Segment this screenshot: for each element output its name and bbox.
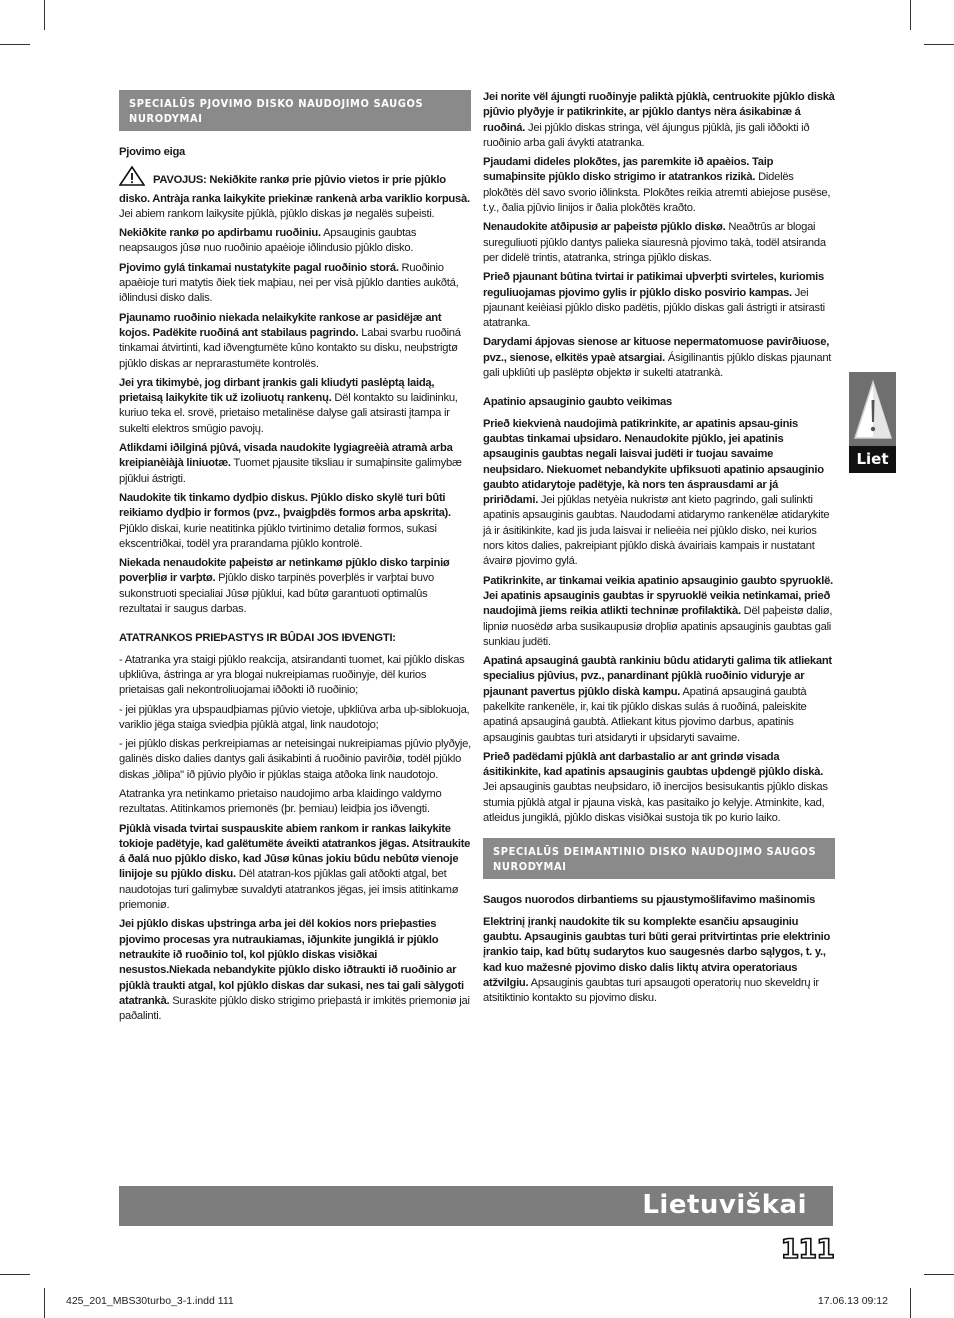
crop-mark — [924, 1274, 954, 1275]
paragraph: - jei pjûklo diskas perkreipiamas ar neteisingai nukreipiamas pjûvio plyðyje, galinës disko dalies dantys gali ásikabinti á ruoðinio pavirðiø, todël pjûklo diskas „iðlipa" ið pjûvio plyðio ir pjûklas staiga atðoka link naudotojo. — [119, 738, 471, 781]
paragraph: Jei norite vël ájungti ruoðinyje paliktà pjûklà, centruokite pjûklo diskà pjûvio plyðyje ir patikrinkite, ar pjûklo dantys nëra ásikabinæ á ruoðiná. Jei pjûklo diskas stringa, vël ájungus pjûklà, jis gali iððokti ið ruoðinio arba gali ávykti atatranka. — [483, 91, 835, 149]
crop-mark — [44, 0, 45, 30]
warning-exclamation-icon — [849, 372, 896, 446]
paragraph: Patikrinkite, ar tinkamai veikia apatinio apsauginio gaubto spyruoklë. Jei apatinis apsauginis gaubtas ir spyruoklë veikia netinkamai, prieð naudojimà jiems reikia atlikti techninæ profilaktikà. Dël paþeistø daliø, lipniø nuosëdø arba susikaupusiø droþliø apatinis apsauginis gaubtas gali sunkiau judëti. — [483, 574, 833, 648]
paragraph: Pjovimo gylá tinkamai nustatykite pagal ruoðinio storá. Ruoðinio apaèioje turi matytis ðiek tiek maþiau, nei per visà pjûklo danties aukðtá, iðlindusi disko dalis. — [119, 261, 459, 305]
crop-mark — [910, 0, 911, 30]
subheading: Saugos nuorodos dirbantiems su pjaustymošlifavimo mašinomis — [483, 894, 816, 907]
paragraph: Elektrinį įrankį naudokite tik su komplekte esančiu apsauginiu gaubtu. Apsauginis gaubtas turi būti gerai pritvirtintas prie elektrinio įrankio taip, kad būtų sudarytos kuo saugesnės darbo sąlygos, t. y., kad kuo mažesnė pjovimo disko dalis liktų atvira operatoriaus atžvilgiu. Apsauginis gaubtas turi apsaugoti operatorių nuo skeveldrų ir atsitiktinio kontakto su pjovimo disku. — [483, 915, 831, 1005]
crop-mark — [0, 44, 30, 45]
footer-file-info: 425_201_MBS30turbo_3-1.indd 111 — [66, 1295, 234, 1307]
subheading: ATATRANKOS PRIEÞASTYS IR BÛDAI JOS IÐVENGTI: — [119, 632, 396, 645]
paragraph: Prieð pjaunant bûtina tvirtai ir patikimai uþverþti svirteles, kuriomis reguliuojamas pjovimo gylis ir pjûklo disko posvirio kampas. Jei pjaunant keièiasi pjûklo disko padëtis, pjûklo diskas gali ástrigti ir atsirasti atatranka. — [483, 271, 825, 330]
paragraph: Nenaudokite atðipusiø ar paþeistø pjûklo diskø. Neaðtrûs ar blogai sureguliuoti pjûklo dantys palieka siauresnà pjovimo takà, todël atsiranda per didelë trintis, atatranka, stringa pjûklo diskas. — [483, 221, 826, 264]
crop-mark — [910, 1288, 911, 1318]
paragraph: - jei pjûklas yra uþspaudþiamas pjûvio vietoje, uþkliûva arba uþ-siblokuoja, variklio jëga staiga sviedþia pjûklà atgal, link naudotojo; — [119, 703, 470, 731]
paragraph: Atlikdami iðilginá pjûvá, visada naudokite lygiagreèià atramà arba kreipianèiàjà liniuotæ. Tuomet pjausite tiksliau ir sumaþinsite galimybæ pjûklui ástrigti. — [119, 442, 462, 485]
language-banner — [119, 1186, 833, 1226]
paragraph: Niekada nenaudokite paþeistø ar netinkamø pjûklo disko tarpiniø poverþliø ir varþtø. Pjûklo disko tarpinës poverþlës ir varþtai buvo sukonstruoti specialiai Jûsø pjûklui, kad bûtø garantuoti optimalûs rezultatai ir saugus darbas. — [119, 557, 450, 616]
page-number: 111 — [780, 1234, 834, 1265]
crop-mark — [44, 1288, 45, 1318]
paragraph: Pjaunamo ruoðinio niekada nelaikykite rankose ar pasidëjæ ant kojos. Padëkite ruoðiná ant stabilaus pagrindo. Labai svarbu ruoðiná tinkamai átvirtinti, kad iðvengtumëte kûno kontakto su disku, neuþstrigtø pjûklo diskas ar neprarastumëte kontrolës. — [119, 311, 461, 370]
paragraph: Darydami ápjovas sienose ar kituose nepermatomuose pavirðiuose, pvz., sienose, elkitës ypaè atsargiai. Ásigilinantis pjûklo diskas pjaunant gali uþkliûti uþ paslëptø objektø ir sukelti atatrankà. — [483, 336, 832, 380]
warning-triangle-icon — [119, 166, 145, 191]
footer-timestamp: 17.06.13 09:12 — [817, 1295, 888, 1307]
language-side-tab — [849, 372, 896, 473]
crop-mark — [0, 1274, 30, 1275]
subheading: Pjovimo eiga — [119, 146, 186, 158]
section-title: SPECIALŪS PJOVIMO DISKO NAUDOJIMO SAUGOS NURODYMAI — [119, 90, 471, 131]
paragraph: Apatiná apsauginá gaubtà rankiniu bûdu atidaryti galima tik atliekant specialius pjûvius, pvz., panardinant pjûklà ruoðinio viduryje ar pjaunant pavertus pjûklo diskà kampu. Apatiná apsauginá gaubtà pakelkite rankenële, ir, kai tik pjûklo diskas sulás á ruoðiná, paleiskite apatiná apsauginá gaubtà. Atliekant kitus pjovimo darbus, apatinis apsauginis gaubtas turi atsidaryti ir uþsidaryti savaime. — [483, 655, 832, 744]
paragraph: Prieð padëdami pjûklà ant darbastalio ar ant grindø visada ásitikinkite, kad apatinis apsauginis gaubtas uþdengë pjûklo diskà. Jei apsauginis gaubtas neuþsidaro, ið inercijos besisukantis pjûklo diskas stumia pjûklà atgal ir pjauna viskà, kas pasitaiko jo kelyje. Atminkite, kad, atleidus jungiklá, pjûklo diskas visiðkai sustoja tik po kurio laiko. — [483, 750, 828, 825]
paragraph: PAVOJUS: Nekiðkite rankø prie pjûvio vietos ir prie pjûklo disko. Antràja ranka laikykite priekinæ rankenà arba variklio korpusà. Jei abiem rankom laikysite pjûklà, pjûklo diskas jø negalës suþeisti. — [119, 166, 471, 222]
paragraph: Nekiðkite rankø po apdirbamu ruoðiniu. Apsauginis gaubtas neapsaugos jûsø nuo ruoðinio apaèioje iðlindusio pjûklo disko. — [119, 227, 417, 255]
subheading: Apatinio apsauginio gaubto veikimas — [483, 396, 672, 409]
side-tab-label: Liet — [849, 446, 896, 473]
paragraph: Pjaudami dideles plokðtes, jas paremkite ið apaèios. Taip sumaþinsite pjûklo disko strigimo ir atatrankos rizikà. Didelës plokðtës dël savo svorio iðlinksta. Plokðtes reikia atremti abiejose pusëse, t.y., ðalia pjûvio linijos ir ðalia plokðtës kraðto. — [483, 156, 831, 215]
paragraph: Pjûklà visada tvirtai suspauskite abiem rankom ir rankas laikykite tokioje padëtyje, kad galëtumëte áveikti atatrankos jëgas. Atsitraukite á ðalá nuo pjûklo disko, kad Jûsø kûnas jokiu bûdu nebûtø vienoje linijoje su pjûklo disku. Dël atatran-kos pjûklas gali atðokti atgal, bet naudotojas turi galimybæ suvaldyti atatrankos jëgas, jei imsis atitinkamø priemoniø. — [119, 822, 471, 912]
paragraph: Naudokite tik tinkamo dydþio diskus. Pjûklo disko skylë turi bûti reikiamo dydþio ir formos (pvz., þvaigþdës formos arba apskrita). Pjûklo diskai, kurie neatitinka pjûklo tvirtinimo detaliø formos, sukasi ekscentriðkai, todël yra prarandama pjûklo kontrolë. — [119, 491, 451, 550]
right-column — [483, 90, 835, 1010]
paragraph: Jei pjûklo diskas uþstringa arba jei dël kokios nors prieþasties pjovimo procesas yra nutraukiamas, iðjunkite jungiklá ir pjûklo netraukite ið ruoðinio tol, kol pjûklo diskas visiðkai nesustos.Niekada nebandykite pjûklo disko iðtraukti ið ruoðinio ar pjûklà traukti atgal, kol pjûklo diskas dar sukasi, nes tai gali sàlygoti atatrankà. Suraskite pjûklo disko strigimo prieþastá ir imkitës priemoniø jai paðalinti. — [119, 918, 470, 1023]
crop-mark — [924, 44, 954, 45]
section-title: SPECIALŪS DEIMANTINIO DISKO NAUDOJIMO SAUGOS NURODYMAI — [483, 838, 835, 879]
paragraph: Prieð kiekvienà naudojimà patikrinkite, ar apatinis apsau-ginis gaubtas tinkamai uþsidaro. Nenaudokite pjûklo, jei apatinis apsauginis gaubtas negali laisvai judëti ir tuojau savaime neuþsidaro. Niekuomet nebandykite uþfiksuoti apatinio apsauginio gaubto atidarytoje padëtyje, kà nors ten ásprausdami ar já pririðdami. Jei pjûklas netyèia nukristø ant kieto pagrindo, gali sulinkti apatinis apsauginis gaubtas. Naudodami atidarymo rankenëlæ atidarykite já ir ásitikinkite, kad jis juda laisvai ir nelieèia nei pjûklo disko, nei kurios nors kitos dalies, pakreipiant pjûklo diskà ávairiais kampais ir nustatant ávairø pjovimo gylá. — [483, 417, 830, 568]
paragraph: Atatranka yra netinkamo prietaiso naudojimo arba klaidingo valdymo rezultatas. Atitinkamos priemonës (þr. þemiau) leidþia jos iðvengti. — [119, 787, 442, 816]
left-column — [119, 90, 471, 1028]
paragraph: - Atatranka yra staigi pjûklo reakcija, atsirandanti tuomet, kai pjûklo diskas uþkliûva, ástringa ar yra blogai nukreipiamas ruoðinyje, dël kurios prietaisas gali nekontroliuojamai iððokti ið ruoðinio; — [119, 653, 465, 697]
paragraph: Jei yra tikimybė, jog dirbant įrankis gali kliudyti paslėptą laidą, prietaisą laikykite tik už izoliuotų rankenų. Dël kontakto su laidininku, kuriuo teka el. srovë, prietaiso metalinëse dalyse gali atsirasti įtampa ir sukelti elektros smūgio pavojų. — [119, 376, 458, 435]
banner-title: Lietuviškai — [642, 1190, 807, 1220]
